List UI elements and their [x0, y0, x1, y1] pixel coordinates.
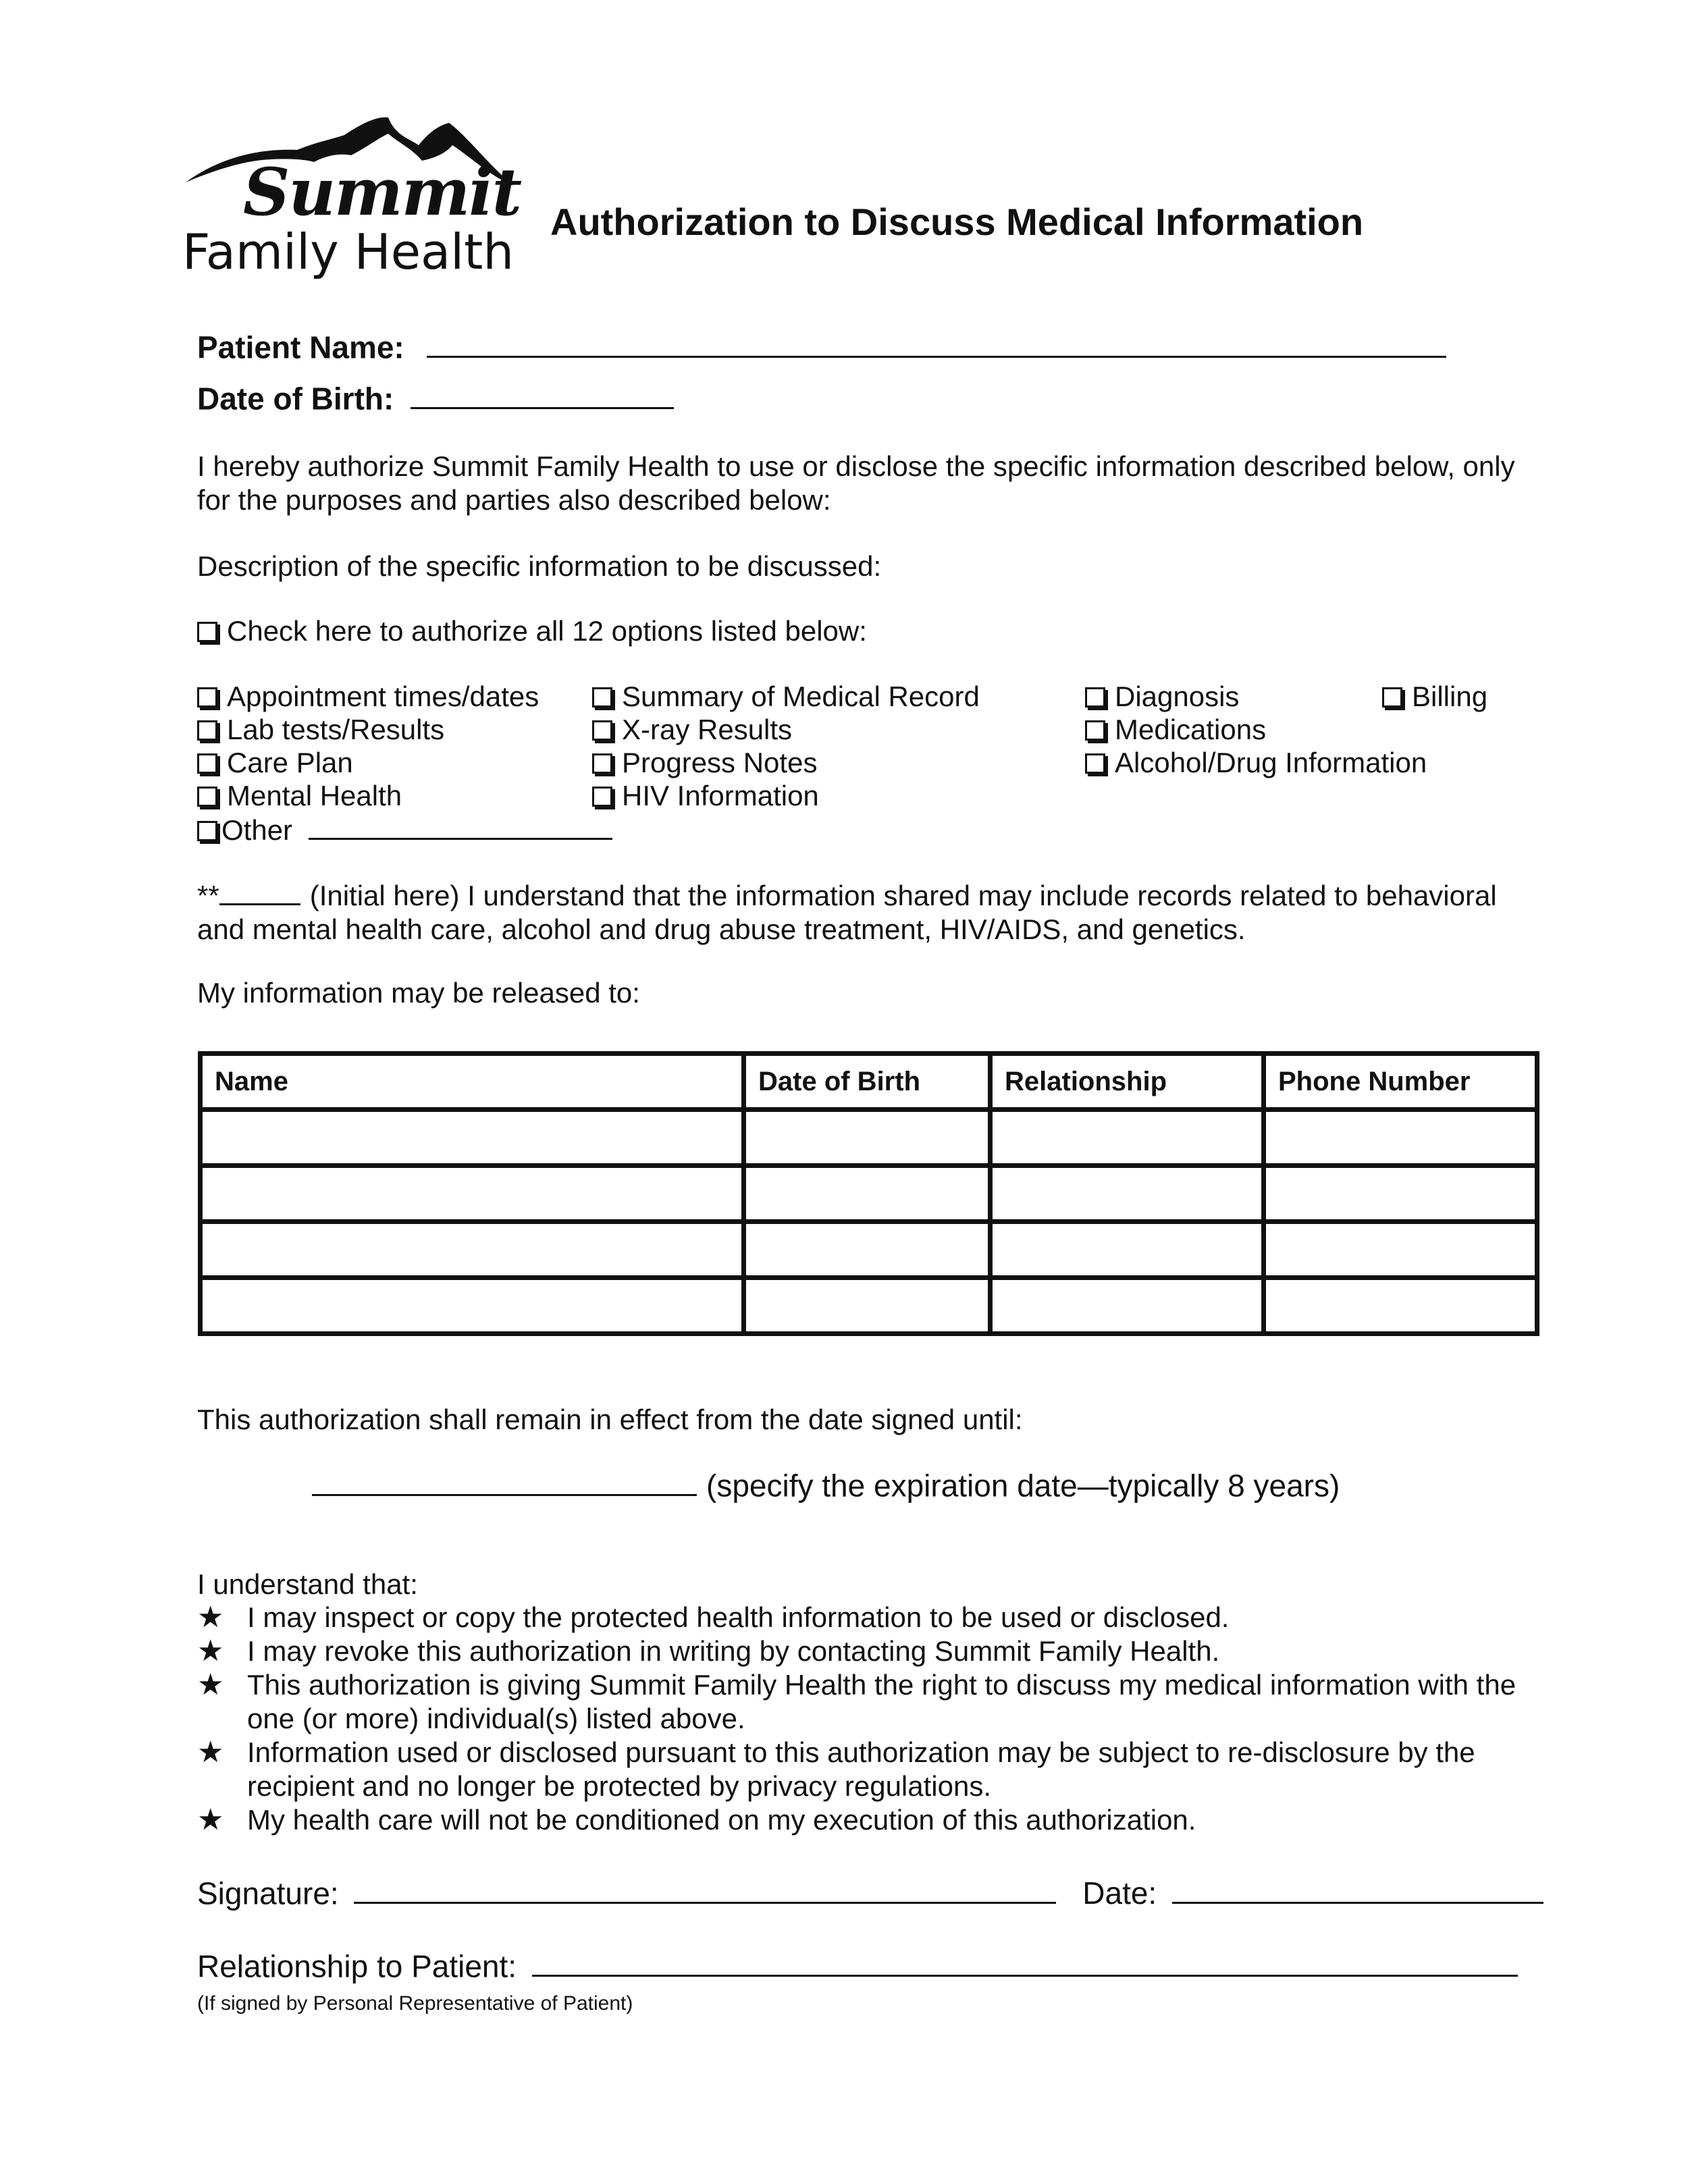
list-item-text: Information used or disclosed pursuant to this authorization may be subject to re-disclosure by the recipient and no longer be protected by privacy regulations.: [247, 1736, 1475, 1802]
patient-name-row: [197, 328, 1446, 365]
table-cell[interactable]: [201, 1166, 744, 1222]
option-lab-tests[interactable]: [197, 713, 444, 747]
option-label: Other: [221, 814, 293, 846]
option-label: Alcohol/Drug Information: [1115, 747, 1427, 778]
expiration-note: (specify the expiration date—typically 8 years): [706, 1468, 1340, 1503]
table-row: [201, 1278, 1537, 1334]
table-row: [201, 1222, 1537, 1278]
signature-row: [197, 1874, 1544, 1911]
option-medications[interactable]: [1085, 713, 1266, 747]
checkbox[interactable]: [197, 821, 217, 841]
relationship-label: Relationship to Patient:: [197, 1948, 517, 1984]
option-label: Lab tests/Results: [227, 714, 445, 745]
option-care-plan[interactable]: [197, 746, 353, 780]
checkbox[interactable]: [592, 687, 612, 708]
description-label: Description of the specific information to be discussed:: [197, 550, 882, 582]
list-item-text: This authorization is giving Summit Family Health the right to discuss my medical information with the one (or more) individual(s) listed above.: [247, 1669, 1516, 1734]
list-item-text: I may inspect or copy the protected health information to be used or disclosed.: [247, 1601, 1230, 1633]
list-item-text: I may revoke this authorization in writing by contacting Summit Family Health.: [247, 1635, 1220, 1667]
table-cell[interactable]: [991, 1278, 1264, 1334]
table-cell[interactable]: [1264, 1110, 1537, 1166]
list-item-text: My health care will not be conditioned on my execution of this authorization.: [247, 1804, 1196, 1836]
logo-sub-text: Family Health: [182, 223, 514, 280]
option-summary-record[interactable]: [592, 680, 980, 714]
other-field[interactable]: [309, 812, 612, 840]
star-icon: ★: [197, 1735, 224, 1769]
check-all-label: Check here to authorize all 12 options listed below:: [227, 615, 867, 647]
dob-field[interactable]: [411, 379, 674, 409]
checkbox[interactable]: [1085, 720, 1105, 741]
checkbox[interactable]: [197, 787, 217, 807]
relationship-note: (If signed by Personal Representative of Patient): [197, 1992, 633, 2015]
table-row: [201, 1166, 1537, 1222]
table-cell[interactable]: [1264, 1222, 1537, 1278]
option-label: HIV Information: [622, 780, 819, 811]
logo-script-text: Summit: [243, 154, 521, 230]
option-xray[interactable]: [592, 713, 792, 747]
table-cell[interactable]: [744, 1222, 991, 1278]
relationship-field[interactable]: [532, 1947, 1518, 1977]
list-item: [197, 1668, 1541, 1736]
expiration-row: [312, 1466, 1340, 1503]
list-item: [197, 1601, 1541, 1634]
checkbox[interactable]: [592, 787, 612, 807]
table-cell[interactable]: [201, 1222, 744, 1278]
date-field[interactable]: [1172, 1874, 1544, 1904]
date-label: Date:: [1082, 1875, 1157, 1911]
option-diagnosis[interactable]: [1085, 680, 1239, 714]
table-header-phone: Phone Number: [1264, 1054, 1537, 1110]
checkbox[interactable]: [1382, 687, 1402, 708]
initial-text: (Initial here) I understand that the information shared may include records related to behavioral and mental health care, alcohol and drug abuse treatment, HIV/AIDS, and genetics.: [197, 879, 1497, 945]
option-label: Medications: [1115, 714, 1267, 745]
table-header-relationship: Relationship: [991, 1054, 1264, 1110]
list-item: [197, 1736, 1541, 1803]
option-billing[interactable]: [1382, 680, 1487, 714]
logo: [182, 108, 520, 290]
list-item: [197, 1634, 1541, 1668]
effect-text: This authorization shall remain in effect from the date signed until:: [197, 1404, 1023, 1435]
patient-name-field[interactable]: [427, 328, 1446, 358]
option-label: Diagnosis: [1115, 681, 1240, 712]
checkbox[interactable]: [592, 753, 612, 774]
table-cell[interactable]: [744, 1166, 991, 1222]
option-mental-health[interactable]: [197, 779, 402, 813]
table-cell[interactable]: [1264, 1278, 1537, 1334]
released-to-label: My information may be released to:: [197, 977, 640, 1009]
option-label: Summary of Medical Record: [622, 681, 980, 712]
table-cell[interactable]: [201, 1278, 744, 1334]
table-header-dob: Date of Birth: [744, 1054, 991, 1110]
table-cell[interactable]: [991, 1166, 1264, 1222]
checkbox[interactable]: [1085, 687, 1105, 708]
option-label: Billing: [1412, 681, 1488, 712]
table-header-name: Name: [201, 1054, 744, 1110]
list-item: [197, 1803, 1541, 1837]
understand-list: [197, 1601, 1541, 1837]
option-alcohol-drug[interactable]: [1085, 746, 1427, 780]
table-cell[interactable]: [744, 1110, 991, 1166]
form-title: Authorization to Discuss Medical Information: [550, 201, 1364, 243]
option-hiv[interactable]: [592, 779, 819, 813]
check-all-checkbox[interactable]: [197, 622, 217, 642]
checkbox[interactable]: [592, 720, 612, 741]
checkbox[interactable]: [197, 720, 217, 741]
table-cell[interactable]: [1264, 1166, 1537, 1222]
intro-paragraph: I hereby authorize Summit Family Health to use or disclose the specific information described below, only for the purposes and parties also described below:: [197, 450, 1515, 516]
option-label: Appointment times/dates: [227, 681, 539, 712]
star-icon: ★: [197, 1668, 224, 1702]
checkbox[interactable]: [197, 753, 217, 774]
option-label: Mental Health: [227, 780, 402, 811]
understand-label: I understand that:: [197, 1568, 418, 1600]
release-table: [198, 1051, 1539, 1336]
option-appointment[interactable]: [197, 680, 539, 714]
dob-label: Date of Birth:: [197, 381, 394, 417]
initial-prefix: **: [197, 879, 219, 911]
expiration-field[interactable]: [312, 1466, 697, 1496]
option-label: Progress Notes: [622, 747, 818, 778]
table-header-row: [201, 1054, 1537, 1110]
star-icon: ★: [197, 1634, 224, 1668]
dob-row: [197, 379, 674, 417]
option-label: Care Plan: [227, 747, 353, 778]
initial-field[interactable]: [219, 878, 300, 905]
checkbox[interactable]: [1085, 753, 1105, 774]
checkbox[interactable]: [197, 687, 217, 708]
signature-field[interactable]: [354, 1874, 1056, 1904]
patient-name-label: Patient Name:: [197, 329, 404, 365]
star-icon: ★: [197, 1600, 224, 1634]
option-label: X-ray Results: [622, 714, 793, 745]
option-other[interactable]: [197, 812, 612, 847]
check-all-row[interactable]: [197, 614, 867, 648]
star-icon: ★: [197, 1803, 224, 1837]
table-cell[interactable]: [991, 1110, 1264, 1166]
table-row: [201, 1110, 1537, 1166]
initial-paragraph: [197, 878, 1541, 947]
table-cell[interactable]: [991, 1222, 1264, 1278]
option-progress-notes[interactable]: [592, 746, 817, 780]
relationship-row: [197, 1947, 1518, 1984]
table-cell[interactable]: [201, 1110, 744, 1166]
signature-label: Signature:: [197, 1875, 339, 1911]
table-cell[interactable]: [744, 1278, 991, 1334]
